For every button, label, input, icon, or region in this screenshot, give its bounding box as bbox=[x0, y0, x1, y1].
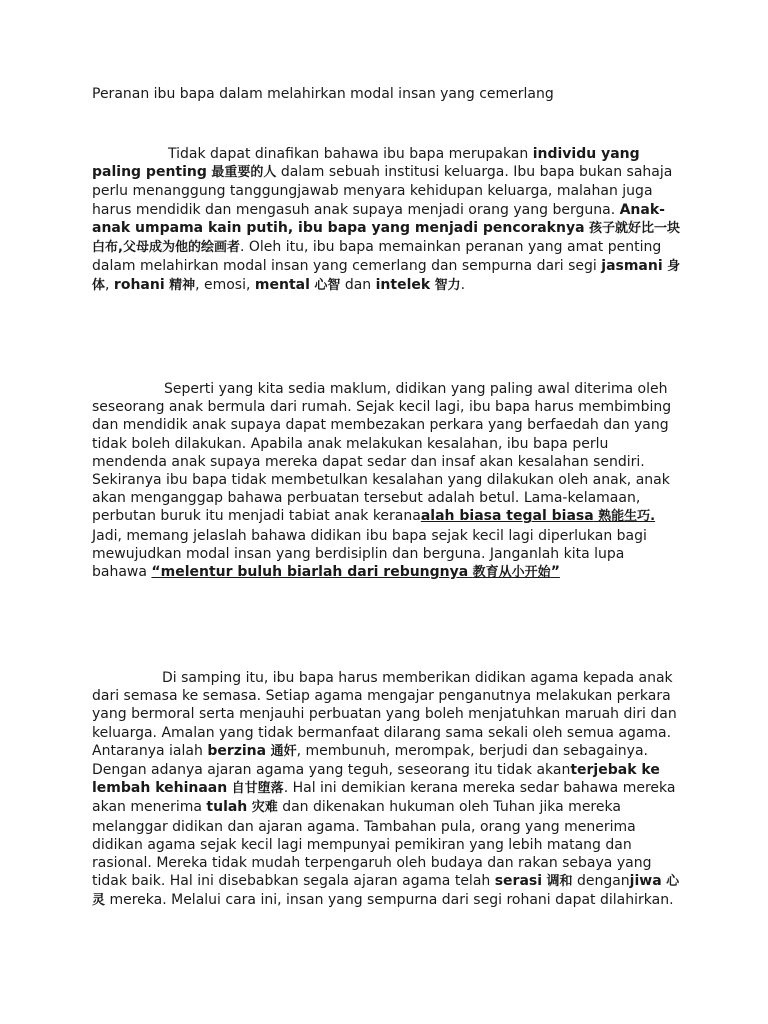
text-run: Tidak dapat dinafikan bahawa ibu bapa merupakan bbox=[168, 146, 533, 162]
text-run: , emosi, bbox=[195, 277, 255, 294]
bold-term: jiwa bbox=[629, 873, 662, 890]
chinese-translation: 身体 bbox=[92, 259, 681, 294]
bold-underlined-term: alah biasa tegal biasa bbox=[420, 508, 594, 525]
text-run: mereka. Melalui cara ini, insan yang sempurna dari segi rohani dapat dilahirkan. bbox=[105, 892, 674, 909]
bold-term: intelek bbox=[375, 277, 431, 294]
chinese-translation: 智力 bbox=[434, 278, 461, 294]
document-title: Peranan ibu bapa dalam melahirkan modal insan yang cemerlang bbox=[92, 86, 554, 102]
bold-term: serasi bbox=[494, 873, 543, 890]
chinese-translation: 调和 bbox=[546, 874, 573, 890]
chinese-translation: 孩子就好比一块白布,父母成为他的绘画者 bbox=[92, 220, 680, 256]
chinese-translation: 通奸 bbox=[270, 743, 297, 759]
chinese-translation: 教育从小开始 bbox=[472, 565, 551, 581]
chinese-translation: 精神 bbox=[169, 278, 196, 294]
closing-quote: ” bbox=[550, 564, 560, 581]
text-run: Jadi, memang jelaslah bahawa didikan ibu bapa sejak kecil lagi diperlukan bagi mewujudkan modal insan yang berdisiplin dan berguna. Janganlah kita lupa bahawa bbox=[92, 527, 647, 581]
paragraph-3 bbox=[92, 669, 681, 911]
chinese-translation: 最重要的人 bbox=[211, 165, 277, 181]
chinese-translation: 熟能生巧. bbox=[598, 509, 656, 525]
bold-term: berzina bbox=[207, 742, 267, 759]
text-run: dan bbox=[340, 277, 376, 294]
bold-term: individu yang paling penting bbox=[92, 146, 640, 181]
text-run: . Hal ini demikian kerana mereka sedar bahawa mereka akan menerima bbox=[92, 780, 676, 816]
text-run: Seperti yang kita sedia maklum, didikan yang paling awal diterima oleh seseorang anak bermula dari rumah. Sejak kecil lagi, ibu bapa harus membimbing dan mendidik anak supaya dapat membezakan perkara yang berfaedah dan yang tidak boleh dilakukan. Apabila anak melakukan kesalahan, ibu bapa perlu mendenda anak supaya mereka dapat sedar dan insaf akan kesalahan sendiri. Sekiranya ibu bapa tidak membetulkan kesalahan yang dilakukan oleh anak, anak akan menganggap bahawa perbuatan tersebut adalah betul. Lama-kelamaan, perbutan buruk itu menjadi tabiat anak kerana bbox=[92, 381, 672, 525]
bold-term: jasmani bbox=[601, 258, 663, 275]
bold-term: Anak-anak umpama kain putih, ibu bapa yang menjadi pencoraknya bbox=[92, 201, 665, 236]
text-run: , bbox=[105, 277, 114, 294]
bold-term: terjebak ke lembah kehinaan bbox=[92, 762, 660, 797]
chinese-translation: 心智 bbox=[314, 278, 341, 294]
bold-underlined-term: “melentur buluh biarlah dari rebungnya bbox=[151, 564, 469, 581]
text-run: . Oleh itu, ibu bapa memainkan peranan yang amat penting dalam melahirkan modal insan yang cemerlang dan sempurna dari segi bbox=[92, 239, 662, 275]
text-run: , membunuh, merompak, berjudi dan sebagainya. Dengan adanya ajaran agama yang teguh, seseorang itu tidak akan bbox=[92, 742, 648, 779]
paragraph-1 bbox=[92, 145, 681, 296]
paragraph-2 bbox=[92, 380, 681, 582]
chinese-translation: 自甘堕落 bbox=[231, 781, 284, 797]
bold-term: mental bbox=[254, 277, 310, 294]
bold-term: tulah bbox=[206, 799, 248, 816]
text-run: dengan bbox=[572, 873, 630, 890]
text-run: dalam sebuah institusi keluarga. Ibu bapa bukan sahaja perlu menanggung tanggungjawab menyara kehidupan keluarga, malahan juga harus mendidik dan mengasuh anak supaya menjadi orang yang berguna. bbox=[92, 164, 673, 218]
chinese-translation: 灾难 bbox=[251, 800, 278, 816]
text-run: . bbox=[460, 277, 466, 294]
bold-term: rohani bbox=[113, 277, 165, 294]
chinese-translation: 心灵 bbox=[92, 874, 680, 909]
text-run: Di samping itu, ibu bapa harus memberikan didikan agama kepada anak dari semasa ke semasa. Setiap agama mengajar penganutnya melakukan perkara yang bermoral serta menjauhi perbuatan yang boleh menjatuhkan maruah diri dan keluarga. Amalan yang tidak bermanfaat dilarang sama sekali oleh semua agama. Antaranya ialah bbox=[92, 670, 677, 759]
text-run: dan dikenakan hukuman oleh Tuhan jika mereka melanggar didikan dan ajaran agama. Tambahan pula, orang yang menerima didikan agama sejak kecil lagi mempunyai pemikiran yang lebih matang dan rasional. Mereka tidak mudah terpengaruh oleh budaya dan rakan sebaya yang tidak baik. Hal ini disebabkan segala ajaran agama telah bbox=[92, 799, 652, 890]
